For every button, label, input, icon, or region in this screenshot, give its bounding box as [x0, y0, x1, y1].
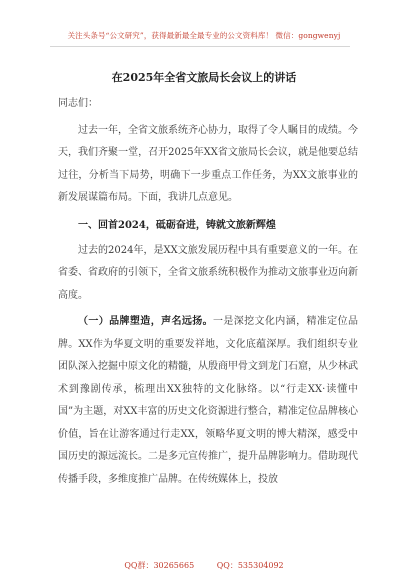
salutation: 同志们： [58, 98, 98, 109]
subsection-text: 一是深挖文化内涵，精准定位品牌。XX作为华夏文明的重要发祥地，文化底蕴深厚。我们组织专业团队深入挖掘中原文化的精髓，从殷商甲骨文到龙门石窟，从少林武术到豫剧传承，梳理出XX独特的文化脉络。以“行走XX·读懂中国”为主题，对XX丰富的历史文化资源进行整合，精准定位品牌核心价值，旨在让游客通过行走XX，领略华夏文明的博大精深，感受中国历史的源远流长。二是多元宣传推广，提升品牌影响力。借助现代传播手段，多维度推广品牌。在传统媒体上，投放 [58, 316, 358, 485]
footer-contacts [0, 560, 408, 571]
header-banner: 关注头条号“公文研究”，获得最新最全最专业的公文资料库！ 微信：gongwenyj [67, 31, 341, 40]
qq-text: QQ：535304092 [216, 561, 284, 570]
intro-paragraph: 过去一年，全省文旅系统齐心协力，取得了令人瞩目的成绩。今天，我们齐聚一堂，召开2025年XX省文旅局长会议，就是他要总结过往，分析当下局势，明确下一步重点工作任务，为XX文旅事业的新发展谋篇布局。下面，我讲几点意见。 [58, 124, 358, 203]
qq-group-text: QQ群：30265665 [124, 561, 195, 570]
section-paragraph: 过去的2024年，是XX文旅发展历程中具有重要意义的一年。在省委、省政府的引领下，全省文旅系统积极作为推动文旅事业迈向新高度。 [58, 244, 358, 301]
section-heading: 一、回首2024，砥砺奋进，铸就文旅新辉煌 [78, 219, 276, 231]
subsection-heading: （一）品牌塑造，声名远扬。 [78, 316, 213, 327]
header-divider [50, 46, 350, 47]
document-title: 在2025年全省文旅局长会议上的讲话 [111, 71, 297, 84]
subsection-paragraph [58, 311, 358, 491]
document-body [58, 93, 358, 495]
